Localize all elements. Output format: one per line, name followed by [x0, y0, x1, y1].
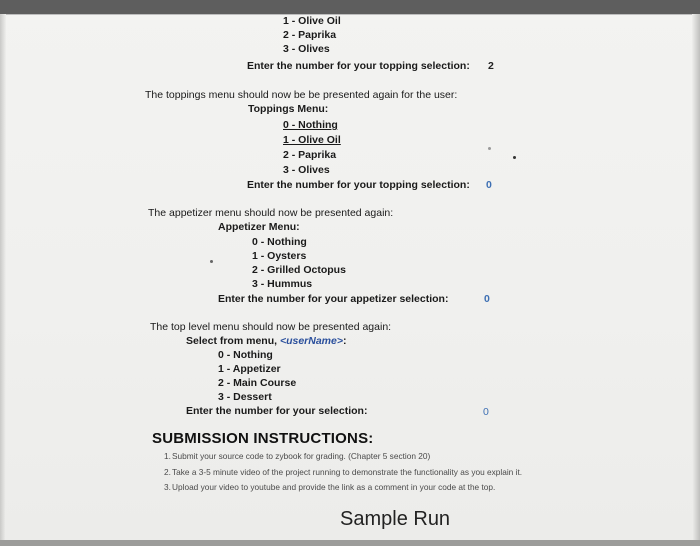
user-input-value: 0 — [486, 179, 492, 191]
topping-prompt: Enter the number for your topping selection: — [247, 179, 470, 191]
menu-item-text: 1 - Olive Oil — [283, 134, 341, 146]
selection-prompt: Enter the number for your selection: — [186, 405, 368, 417]
sample-run-heading: Sample Run — [340, 508, 451, 530]
section-intro: The top level menu should now be presented again: — [150, 321, 392, 333]
page-edge-left — [0, 14, 6, 546]
menu-item: 1 - Oysters — [252, 250, 307, 262]
username-placeholder: <userName> — [279, 335, 343, 347]
stray-mark — [513, 156, 516, 159]
instruction-text: Upload your video to youtube and provide the link as a comment in your code at the top. — [172, 482, 496, 492]
user-input-value: 0 — [483, 406, 489, 418]
appetizer-prompt: Enter the number for your appetizer selection: — [218, 293, 449, 305]
instruction-item — [164, 451, 431, 462]
menu-item: 3 - Olives — [283, 43, 330, 55]
stray-mark — [488, 147, 491, 150]
section-intro: The appetizer menu should now be presented again: — [148, 207, 394, 219]
menu-title — [186, 335, 347, 348]
menu-title: Toppings Menu: — [248, 103, 329, 115]
stray-mark — [210, 260, 213, 263]
topping-prompt: Enter the number for your topping selection: — [247, 60, 470, 72]
instruction-item — [164, 467, 523, 478]
menu-item: 3 - Hummus — [252, 278, 313, 290]
instruction-text: Take a 3-5 minute video of the project running to demonstrate the functionality as you explain it. — [172, 467, 523, 477]
menu-item — [283, 119, 338, 132]
menu-item: 0 - Nothing — [252, 236, 307, 248]
user-input-value: 2 — [488, 60, 494, 72]
menu-item: 1 - Olive Oil — [283, 15, 341, 27]
top-divider — [0, 14, 700, 15]
menu-item: 0 - Nothing — [218, 349, 273, 361]
page-bottom-edge — [0, 540, 700, 546]
menu-item: 1 - Appetizer — [218, 363, 281, 375]
instruction-text: Submit your source code to zybook for grading. (Chapter 5 section 20) — [172, 451, 431, 461]
menu-item — [283, 134, 341, 147]
menu-item: 3 - Olives — [283, 164, 330, 176]
menu-item: 3 - Dessert — [218, 391, 272, 403]
instruction-number: 1. — [164, 451, 171, 461]
menu-item: 2 - Paprika — [283, 29, 337, 41]
instruction-number: 2. — [164, 467, 171, 477]
section-intro: The toppings menu should now be be presented again for the user: — [145, 89, 458, 101]
submission-heading: SUBMISSION INSTRUCTIONS: — [152, 430, 374, 447]
menu-item: 2 - Paprika — [283, 149, 337, 161]
instruction-number: 3. — [164, 482, 171, 492]
menu-title: Appetizer Menu: — [218, 221, 300, 233]
menu-title-text: Select from menu, — [186, 335, 280, 347]
page-edge-right — [692, 14, 700, 546]
menu-item: 2 - Main Course — [218, 377, 297, 389]
instruction-item — [164, 482, 496, 493]
menu-title-colon: : — [343, 335, 347, 347]
top-bar — [0, 0, 700, 14]
user-input-value: 0 — [484, 293, 490, 305]
menu-item: 2 - Grilled Octopus — [252, 264, 346, 276]
menu-item-text: 0 - Nothing — [283, 119, 338, 131]
